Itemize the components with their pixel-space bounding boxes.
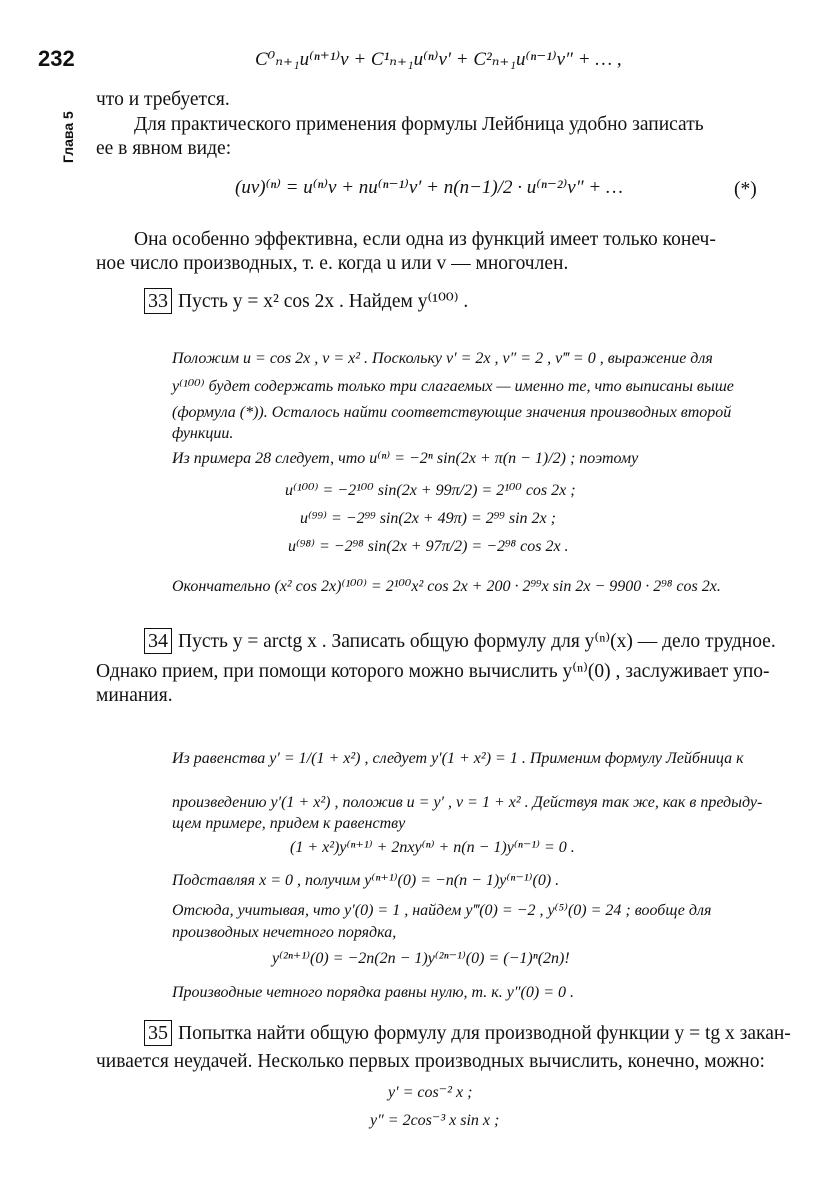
page-number: 232 xyxy=(38,46,75,71)
example-33-statement xyxy=(144,288,468,314)
formula-marker: (*) xyxy=(734,179,757,200)
solution-line: щем примере, придем к равенству xyxy=(172,815,406,832)
example-number-box: 35 xyxy=(144,1020,172,1046)
example-number-box: 34 xyxy=(144,628,172,654)
paragraph-line: Однако прием, при помощи которого можно вычислить y⁽ⁿ⁾(0) , заслуживает упо- xyxy=(96,661,770,682)
example-statement-text: Пусть y = arctg x . Записать общую формулу для y⁽ⁿ⁾(x) — дело трудное. xyxy=(178,631,776,652)
paragraph-line: ное число производных, т. е. когда u или v — многочлен. xyxy=(96,253,569,274)
chapter-label: Глава 5 xyxy=(60,111,76,163)
formula-line: (1 + x²)y⁽ⁿ⁺¹⁾ + 2nxy⁽ⁿ⁾ + n(n − 1)y⁽ⁿ⁻¹⁾ = 0 . xyxy=(290,839,575,856)
paragraph-line: Она особенно эффективна, если одна из функций имеет только конеч- xyxy=(134,229,716,250)
paragraph-line: ее в явном виде: xyxy=(96,138,232,159)
formula-line: u⁽¹⁰⁰⁾ = −2¹⁰⁰ sin(2x + 99π/2) = 2¹⁰⁰ cos 2x ; xyxy=(285,482,576,499)
top-formula: C⁰ₙ₊₁u⁽ⁿ⁺¹⁾v + C¹ₙ₊₁u⁽ⁿ⁾v′ + C²ₙ₊₁u⁽ⁿ⁻¹⁾v″ + … , xyxy=(255,49,622,70)
paragraph-line: чивается неудачей. Несколько первых производных вычислить, конечно, можно: xyxy=(96,1051,765,1072)
solution-line: Отсюда, учитывая, что y′(0) = 1 , найдем y‴(0) = −2 , y⁽⁵⁾(0) = 24 ; вообще для xyxy=(172,902,712,919)
solution-line: Из равенства y′ = 1/(1 + x²) , следует y′(1 + x²) = 1 . Применим формулу Лейбница к xyxy=(172,750,744,767)
formula-line: y⁽²ⁿ⁺¹⁾(0) = −2n(2n − 1)y⁽²ⁿ⁻¹⁾(0) = (−1)ⁿ(2n)! xyxy=(272,950,570,967)
paragraph-line: минания. xyxy=(96,685,173,706)
solution-line: производных нечетного порядка, xyxy=(172,924,397,941)
paragraph-line: Для практического применения формулы Лейбница удобно записать xyxy=(134,114,704,135)
solution-line: y⁽¹⁰⁰⁾ будет содержать только три слагаемых — именно те, что выписаны выше xyxy=(172,378,734,395)
solution-line: Положим u = cos 2x , v = x² . Поскольку v′ = 2x , v″ = 2 , v‴ = 0 , выражение для xyxy=(172,350,713,367)
example-statement-text: Попытка найти общую формулу для производной функции y = tg x закан- xyxy=(178,1023,791,1044)
example-35-statement xyxy=(144,1020,791,1046)
example-34-statement xyxy=(144,628,776,654)
solution-line: произведению y′(1 + x²) , положив u = y′ , v = 1 + x² . Действуя так же, как в предыду- xyxy=(172,794,763,811)
example-number-box: 33 xyxy=(144,288,172,314)
solution-line: (формула (*)). Осталось найти соответствующие значения производных второй xyxy=(172,404,732,421)
formula-line: y″ = 2cos⁻³ x sin x ; xyxy=(370,1112,500,1129)
formula-line: u⁽⁹⁹⁾ = −2⁹⁹ sin(2x + 49π) = 2⁹⁹ sin 2x ; xyxy=(300,510,556,527)
formula-line: u⁽⁹⁸⁾ = −2⁹⁸ sin(2x + 97π/2) = −2⁹⁸ cos 2x . xyxy=(288,538,569,555)
final-result: Окончательно (x² cos 2x)⁽¹⁰⁰⁾ = 2¹⁰⁰x² cos 2x + 200 · 2⁹⁹x sin 2x − 9900 · 2⁹⁸ cos 2x. xyxy=(172,578,721,595)
example-statement-text: Пусть y = x² cos 2x . Найдем y⁽¹⁰⁰⁾ . xyxy=(178,291,469,312)
paragraph-line: что и требуется. xyxy=(96,89,230,110)
solution-line: Из примера 28 следует, что u⁽ⁿ⁾ = −2ⁿ sin(2x + π(n − 1)/2) ; поэтому xyxy=(172,450,639,467)
solution-line: Подставляя x = 0 , получим y⁽ⁿ⁺¹⁾(0) = −n(n − 1)y⁽ⁿ⁻¹⁾(0) . xyxy=(172,872,560,889)
solution-line: Производные четного порядка равны нулю, т. к. y″(0) = 0 . xyxy=(172,984,574,1001)
leibniz-formula: (uv)⁽ⁿ⁾ = u⁽ⁿ⁾v + nu⁽ⁿ⁻¹⁾v′ + n(n−1)/2 · u⁽ⁿ⁻²⁾v″ + … xyxy=(235,177,623,198)
solution-line: функции. xyxy=(172,425,234,442)
formula-line: y′ = cos⁻² x ; xyxy=(388,1084,473,1101)
